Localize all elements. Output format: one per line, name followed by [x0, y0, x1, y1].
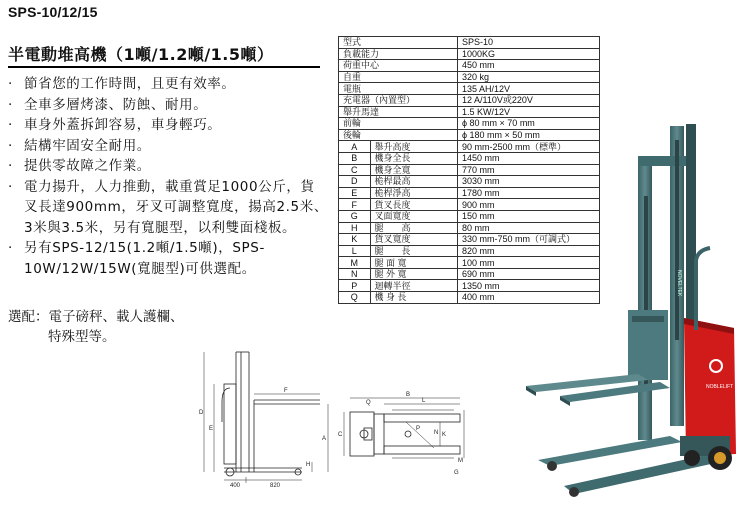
carriage	[628, 310, 668, 380]
table-row: E 桅桿淨高 1780 mm	[339, 187, 600, 199]
model-heading: SPS-10/12/15	[8, 4, 98, 20]
title-underline	[8, 66, 320, 68]
feature-item: · 提供零故障之作業。	[8, 158, 151, 174]
table-row: H 腿 高 80 mm	[339, 222, 600, 234]
logo-text: NOBLELIFT	[706, 384, 734, 390]
dim-label-l: L	[422, 398, 426, 404]
table-row: M 腿 面 寬 100 mm	[339, 257, 600, 269]
table-row: 後輪 ϕ 180 mm × 50 mm	[339, 129, 600, 141]
table-row: D 桅桿最高 3030 mm	[339, 176, 600, 188]
feature-list	[8, 74, 328, 279]
fork-bottom	[384, 446, 460, 454]
dim-label-g: G	[454, 470, 459, 476]
dim-label-e: E	[209, 426, 214, 432]
battery-body	[684, 318, 736, 456]
table-row: Q 機 身 長 400 mm	[339, 292, 600, 304]
options-label: 選配：	[8, 309, 49, 325]
dim-label-f: F	[284, 388, 288, 394]
dim-label-q: Q	[366, 400, 371, 406]
fork-top	[384, 414, 460, 422]
dim-label-k: K	[442, 432, 447, 438]
page-title: 半電動堆高機（1噸/1.2噸/1.5噸）	[8, 45, 274, 64]
table-row: K 貨叉寬度 330 mm-750 mm（可調式）	[339, 234, 600, 246]
table-row: F 貨叉長度 900 mm	[339, 199, 600, 211]
table-row: C 機身全寬 770 mm	[339, 164, 600, 176]
options-block	[8, 307, 184, 347]
options-line: 電子磅秤、載人護欄、	[48, 309, 184, 325]
feature-item: · 結構牢固安全耐用。	[8, 137, 151, 154]
feature-item: · 全車多層烤漆、防蝕、耐用。	[8, 96, 208, 113]
handle-outline	[222, 388, 230, 422]
dim-bottom-1: 400	[230, 483, 241, 489]
base-legs	[538, 436, 730, 494]
table-row: 荷重中心 450 mm	[339, 60, 600, 72]
table-row: 充電器（內置型） 12 A/110V或220V	[339, 94, 600, 106]
table-row: 型式 SPS-10	[339, 37, 600, 49]
options-line: 特殊型等。	[48, 329, 116, 345]
table-row: N 腿 外 寬 690 mm	[339, 268, 600, 280]
table-row: 電瓶 135 AH/12V	[339, 83, 600, 95]
table-row: P 迴轉半徑 1350 mm	[339, 280, 600, 292]
dim-label-b: B	[406, 392, 411, 398]
feature-item: · 車身外蓋拆卸容易，車身輕巧。	[8, 117, 222, 133]
table-row: A 舉升高度 90 mm-2500 mm（標準）	[339, 141, 600, 153]
dim-label-h: H	[306, 462, 311, 468]
feature-item: · 另有SPS-12/15(1.2噸/1.5噸)，SPS-10W/12W/15W(寬腿型)可供選配。	[8, 240, 265, 277]
dim-label-m: M	[458, 458, 463, 464]
dim-bottom-2: 820	[270, 483, 281, 489]
dim-label-c: C	[338, 432, 343, 438]
table-row: B 機身全長 1450 mm	[339, 152, 600, 164]
feature-item: · 節省您的工作時間，且更有效率。	[8, 76, 236, 92]
feature-item: · 電力揚升，人力推動，載重賞足1000公斤，貨叉長達900mm，牙叉可調整寬度，揚高2.5米、3米與3.5米，另有寬腿型，以利雙面棧板。	[8, 178, 328, 236]
table-row: G 叉面寬度 150 mm	[339, 210, 600, 222]
body-outline	[224, 384, 236, 464]
table-row: L 腿 長 820 mm	[339, 245, 600, 257]
handle	[696, 248, 710, 330]
dim-label-n: N	[434, 430, 439, 436]
dim-label-d: D	[199, 410, 204, 416]
side-view-drawing	[194, 344, 334, 489]
table-row: 負載能力 1000KG	[339, 48, 600, 60]
table-row: 舉升馬達 1.5 KW/12V	[339, 106, 600, 118]
dim-label-a: A	[322, 436, 327, 442]
table-row: 自重 320 kg	[339, 71, 600, 83]
body-outline-top	[350, 412, 374, 456]
table-row: 前輪 ϕ 80 mm × 70 mm	[339, 118, 600, 130]
top-view-drawing	[336, 390, 472, 480]
brand-text: NOVELTEK	[676, 270, 682, 297]
stacker-photo	[520, 120, 749, 510]
dim-label-p: P	[416, 426, 421, 432]
